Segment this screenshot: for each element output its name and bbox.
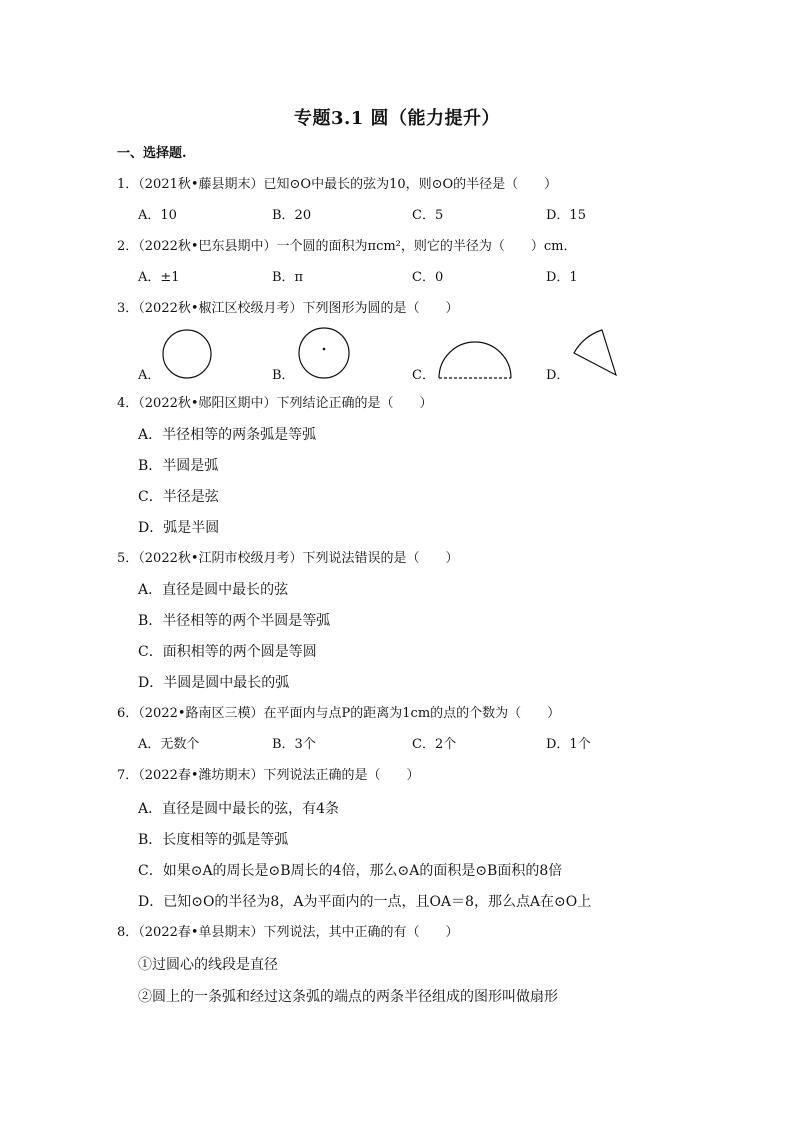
option-b: B．20 <box>272 208 312 223</box>
circle-with-center-figure <box>296 326 352 382</box>
question-3-stem: 3．（2022秋•椒江区校级月考）下列图形为圆的是（ ） <box>117 301 459 316</box>
option-d: D．已知⊙O的半径为8，A为平面内的一点，且OA＝8，那么点A在⊙O上 <box>138 894 592 910</box>
question-1-stem: 1．（2021秋•藤县期末）已知⊙O中最长的弦为10，则⊙O的半径是（ ） <box>117 177 558 192</box>
option-d: D．1个 <box>546 737 591 752</box>
circle-figure <box>160 328 214 382</box>
option-c: C． <box>412 368 435 383</box>
option-c: C．0 <box>412 270 444 285</box>
option-d: D．弧是半圆 <box>138 520 220 536</box>
question-2-stem: 2．（2022秋•巴东县期中）一个圆的面积为πcm²，则它的半径为（ ）cm． <box>117 239 577 254</box>
statement-1: ①过圆心的线段是直径 <box>138 957 278 973</box>
option-b: B． <box>272 368 295 383</box>
option-d: D．1 <box>546 270 578 285</box>
sector-figure <box>570 327 620 379</box>
option-c: C．5 <box>412 208 444 223</box>
option-a: A．±1 <box>138 270 180 285</box>
option-a: A．无数个 <box>138 737 200 752</box>
option-b: B．3个 <box>272 737 316 752</box>
option-a: A．直径是圆中最长的弦 <box>138 582 289 598</box>
page-title: 专题3.1 圆（能力提升） <box>293 108 501 129</box>
option-b: B．半圆是弧 <box>138 458 219 474</box>
option-d: D． <box>546 368 570 383</box>
option-a: A． <box>138 368 161 383</box>
option-c: C．半径是弦 <box>138 489 219 505</box>
option-c: C．2个 <box>412 737 457 752</box>
option-a: A．10 <box>138 208 177 223</box>
option-d: D．半圆是圆中最长的弧 <box>138 675 290 691</box>
option-d: D．15 <box>546 208 586 223</box>
option-a: A．直径是圆中最长的弦，有4条 <box>138 801 340 817</box>
question-4-stem: 4．（2022秋•郧阳区期中）下列结论正确的是（ ） <box>117 396 433 411</box>
option-a: A．半径相等的两条弧是等弧 <box>138 427 317 443</box>
question-7-stem: 7．（2022春•潍坊期末）下列说法正确的是（ ） <box>117 768 420 783</box>
question-8-stem: 8．（2022春•单县期末）下列说法，其中正确的有（ ） <box>117 925 459 940</box>
question-6-stem: 6．（2022•路南区三模）在平面内与点P的距离为1cm的点的个数为（ ） <box>117 706 561 721</box>
option-b: B．π <box>272 270 304 285</box>
semicircle-figure <box>436 340 514 382</box>
statement-2: ②圆上的一条弧和经过这条弧的端点的两条半径组成的图形叫做扇形 <box>138 989 558 1005</box>
option-c: C．如果⊙A的周长是⊙B周长的4倍，那么⊙A的面积是⊙B面积的8倍 <box>138 863 563 879</box>
option-b: B．半径相等的两个半圆是等弧 <box>138 613 331 629</box>
question-5-stem: 5．（2022秋•江阴市校级月考）下列说法错误的是（ ） <box>117 551 459 566</box>
option-c: C．面积相等的两个圆是等圆 <box>138 644 317 660</box>
section-heading: 一、选择题. <box>117 146 187 161</box>
option-b: B．长度相等的弧是等弧 <box>138 832 289 848</box>
